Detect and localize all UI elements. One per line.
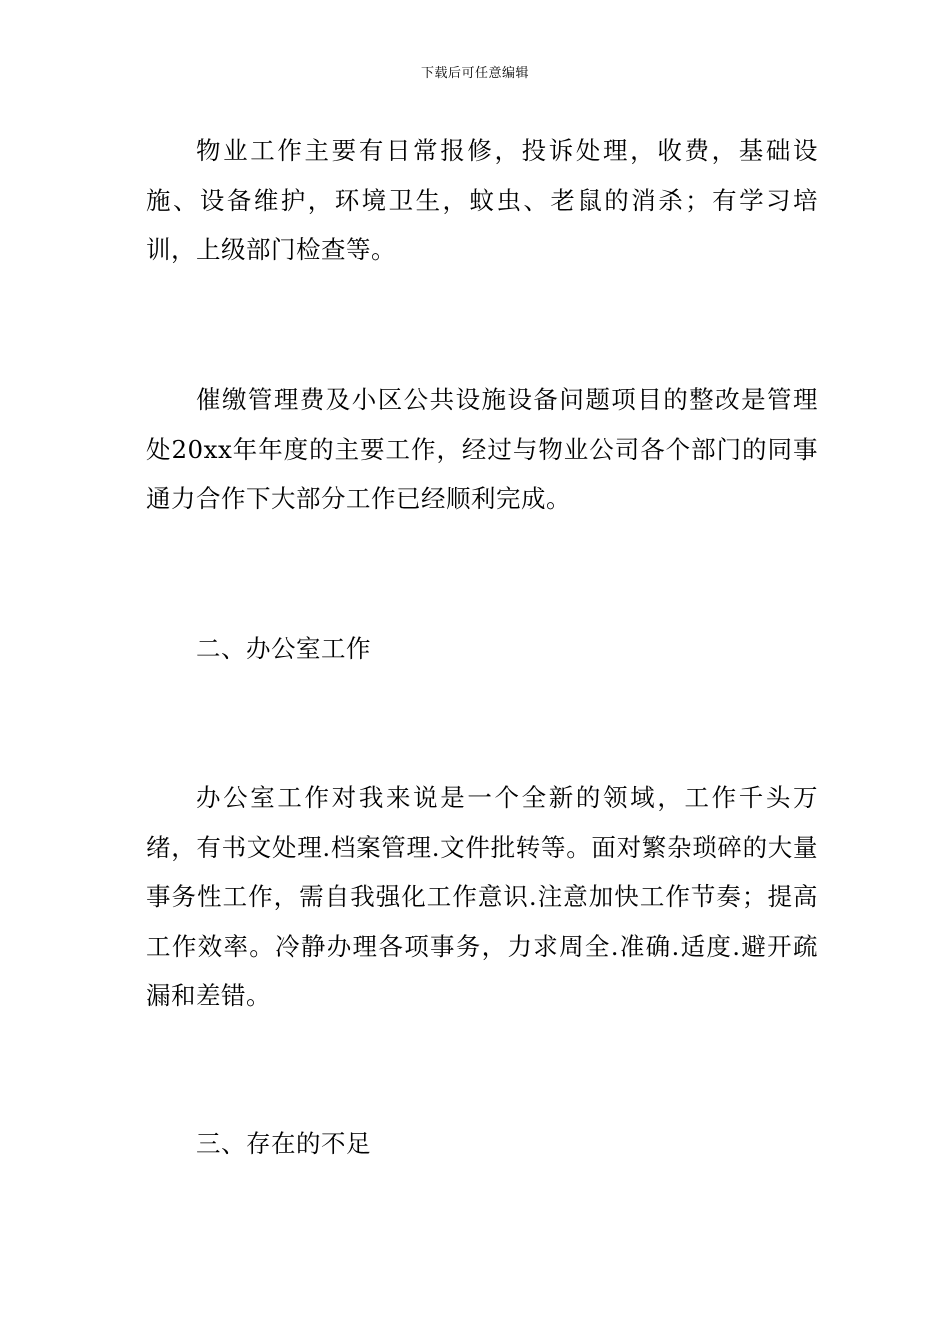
paragraph-property-work: 物业工作主要有日常报修，投诉处理，收费，基础设施、设备维护，环境卫生，蚊虫、老鼠的消杀；有学习培训，上级部门检查等。 (146, 136, 818, 264)
section-heading-office-work: 二、办公室工作 (196, 634, 371, 663)
page-header: 下载后可任意编辑 (420, 66, 529, 81)
paragraph-fee-collection: 催缴管理费及小区公共设施设备问题项目的整改是管理处20xx年年度的主要工作，经过与物业公司各个部门的同事通力合作下大部分工作已经顺利完成。 (146, 385, 818, 513)
section-heading-shortcomings: 三、存在的不足 (196, 1129, 371, 1158)
paragraph-office-work: 办公室工作对我来说是一个全新的领域，工作千头万绪，有书文处理.档案管理.文件批转等。面对繁杂琐碎的大量事务性工作，需自我强化工作意识.注意加快工作节奏；提高工作效率。冷静办理各项事务，力求周全.准确.适度.避开疏漏和差错。 (146, 783, 818, 1010)
